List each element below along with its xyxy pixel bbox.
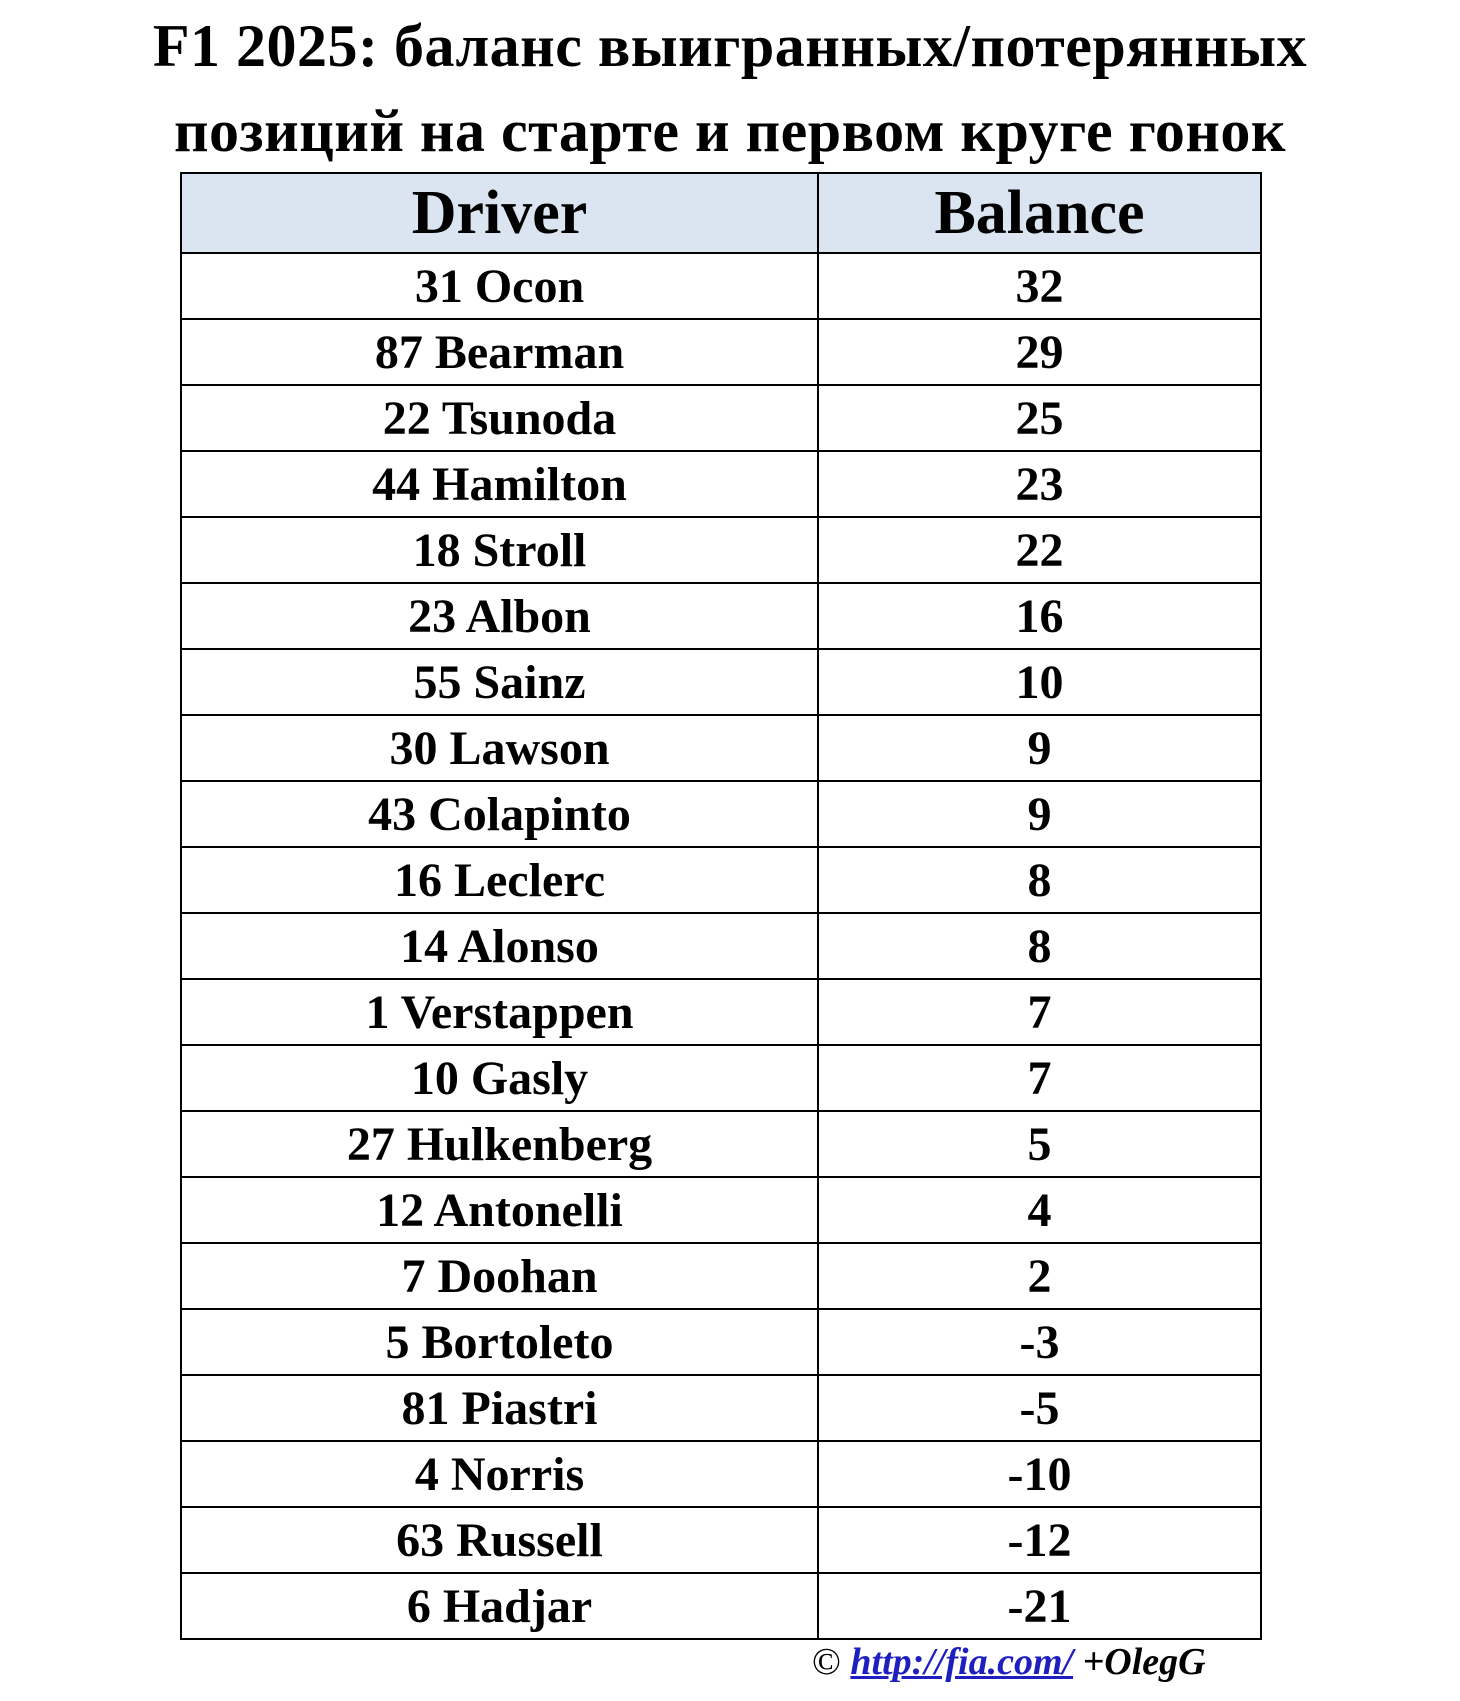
balance-table-container (180, 172, 1260, 1640)
driver-cell: 14 Alonso (181, 913, 818, 979)
credit-line (812, 1640, 1206, 1684)
table-row (181, 1507, 1261, 1573)
driver-cell: 44 Hamilton (181, 451, 818, 517)
balance-cell: 32 (818, 253, 1261, 319)
table-row (181, 1045, 1261, 1111)
driver-cell: 27 Hulkenberg (181, 1111, 818, 1177)
balance-cell: 29 (818, 319, 1261, 385)
balance-cell: 7 (818, 1045, 1261, 1111)
balance-cell: 9 (818, 715, 1261, 781)
balance-cell: 23 (818, 451, 1261, 517)
driver-cell: 31 Ocon (181, 253, 818, 319)
driver-cell: 12 Antonelli (181, 1177, 818, 1243)
driver-cell: 1 Verstappen (181, 979, 818, 1045)
table-body (181, 253, 1261, 1639)
table-row (181, 1177, 1261, 1243)
driver-cell: 43 Colapinto (181, 781, 818, 847)
table-row (181, 1573, 1261, 1639)
table-row (181, 583, 1261, 649)
balance-cell: -21 (818, 1573, 1261, 1639)
driver-cell: 10 Gasly (181, 1045, 818, 1111)
balance-cell: 5 (818, 1111, 1261, 1177)
driver-cell: 6 Hadjar (181, 1573, 818, 1639)
column-header-balance: Balance (818, 173, 1261, 253)
table-row (181, 385, 1261, 451)
driver-cell: 22 Tsunoda (181, 385, 818, 451)
balance-cell: 8 (818, 847, 1261, 913)
table-row (181, 319, 1261, 385)
driver-cell: 81 Piastri (181, 1375, 818, 1441)
balance-cell: 9 (818, 781, 1261, 847)
balance-cell: 7 (818, 979, 1261, 1045)
balance-cell: -5 (818, 1375, 1261, 1441)
source-link[interactable]: http://fia.com/ (850, 1641, 1074, 1683)
table-row (181, 913, 1261, 979)
balance-cell: 22 (818, 517, 1261, 583)
balance-cell: 4 (818, 1177, 1261, 1243)
column-header-driver: Driver (181, 173, 818, 253)
table-row (181, 1309, 1261, 1375)
table-row (181, 1375, 1261, 1441)
table-row (181, 451, 1261, 517)
driver-cell: 23 Albon (181, 583, 818, 649)
balance-cell: 16 (818, 583, 1261, 649)
driver-cell: 30 Lawson (181, 715, 818, 781)
table-row (181, 1243, 1261, 1309)
balance-table (180, 172, 1262, 1640)
balance-cell: -12 (818, 1507, 1261, 1573)
driver-cell: 5 Bortoleto (181, 1309, 818, 1375)
balance-cell: 25 (818, 385, 1261, 451)
chart-title-line-2: позиций на старте и первом круге гонок (173, 98, 1287, 164)
driver-cell: 4 Norris (181, 1441, 818, 1507)
table-row (181, 1441, 1261, 1507)
driver-cell: 55 Sainz (181, 649, 818, 715)
balance-cell: 10 (818, 649, 1261, 715)
balance-cell: -3 (818, 1309, 1261, 1375)
table-row (181, 847, 1261, 913)
table-row (181, 253, 1261, 319)
balance-cell: 8 (818, 913, 1261, 979)
table-row (181, 649, 1261, 715)
table-row (181, 781, 1261, 847)
table-row (181, 979, 1261, 1045)
copyright-symbol: © (812, 1641, 841, 1683)
driver-cell: 63 Russell (181, 1507, 818, 1573)
table-row (181, 517, 1261, 583)
chart-title-line-1: F1 2025: баланс выигранных/потерянных (152, 13, 1308, 79)
driver-cell: 87 Bearman (181, 319, 818, 385)
balance-cell: -10 (818, 1441, 1261, 1507)
author-name: +OlegG (1082, 1641, 1206, 1683)
table-header-row (181, 173, 1261, 253)
driver-cell: 18 Stroll (181, 517, 818, 583)
driver-cell: 7 Doohan (181, 1243, 818, 1309)
driver-cell: 16 Leclerc (181, 847, 818, 913)
table-row (181, 715, 1261, 781)
table-row (181, 1111, 1261, 1177)
balance-cell: 2 (818, 1243, 1261, 1309)
